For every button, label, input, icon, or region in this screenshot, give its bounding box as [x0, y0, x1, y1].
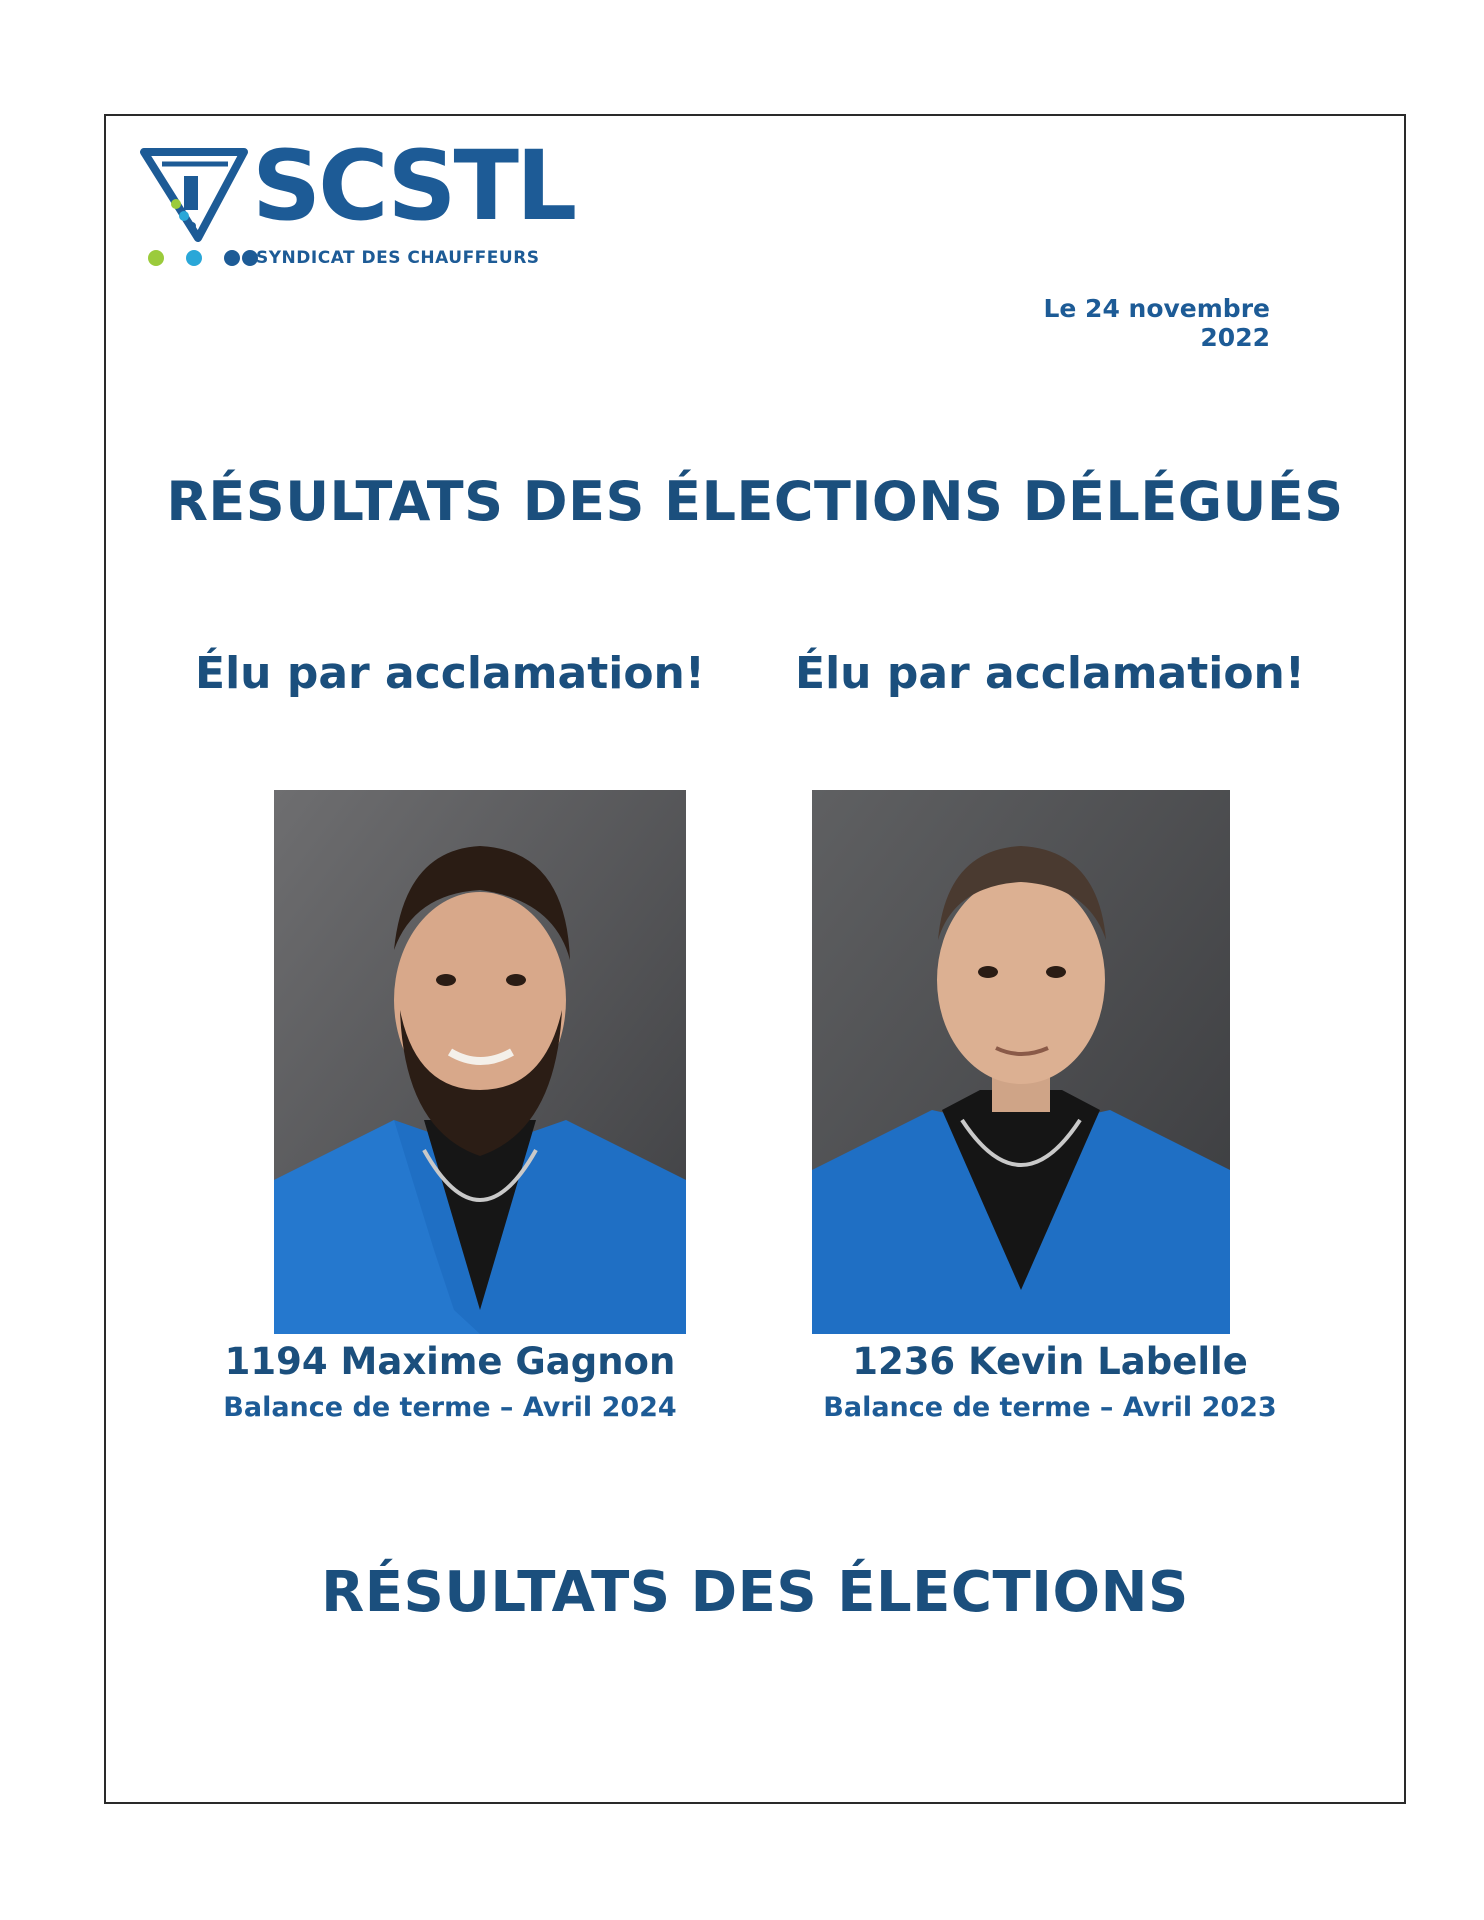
cyan-dot-icon — [186, 250, 202, 266]
candidate-photo — [274, 790, 686, 1334]
green-dot-icon — [148, 250, 164, 266]
candidate-card — [770, 648, 1330, 1423]
logo-wordmark: SCSTL — [252, 130, 575, 242]
scstl-logo — [140, 130, 575, 276]
blue-dot-icon — [224, 250, 240, 266]
document-date: Le 24 novembre 2022 — [1043, 294, 1270, 352]
elected-status: Élu par acclamation! — [795, 648, 1305, 699]
logo-emblem-icon — [140, 146, 250, 246]
candidate-name: 1236 Kevin Labelle — [852, 1340, 1248, 1383]
candidate-name: 1194 Maxime Gagnon — [224, 1340, 676, 1383]
bottom-title: RÉSULTATS DES ÉLECTIONS — [321, 1560, 1189, 1625]
candidate-card — [170, 648, 730, 1423]
logo-subtitle: SYNDICAT DES CHAUFFEURS — [256, 248, 540, 268]
candidate-photo — [812, 790, 1230, 1334]
elected-status: Élu par acclamation! — [195, 648, 705, 699]
main-title: RÉSULTATS DES ÉLECTIONS DÉLÉGUÉS — [166, 470, 1344, 533]
candidate-term: Balance de terme – Avril 2024 — [223, 1392, 677, 1423]
candidate-term: Balance de terme – Avril 2023 — [823, 1392, 1277, 1423]
